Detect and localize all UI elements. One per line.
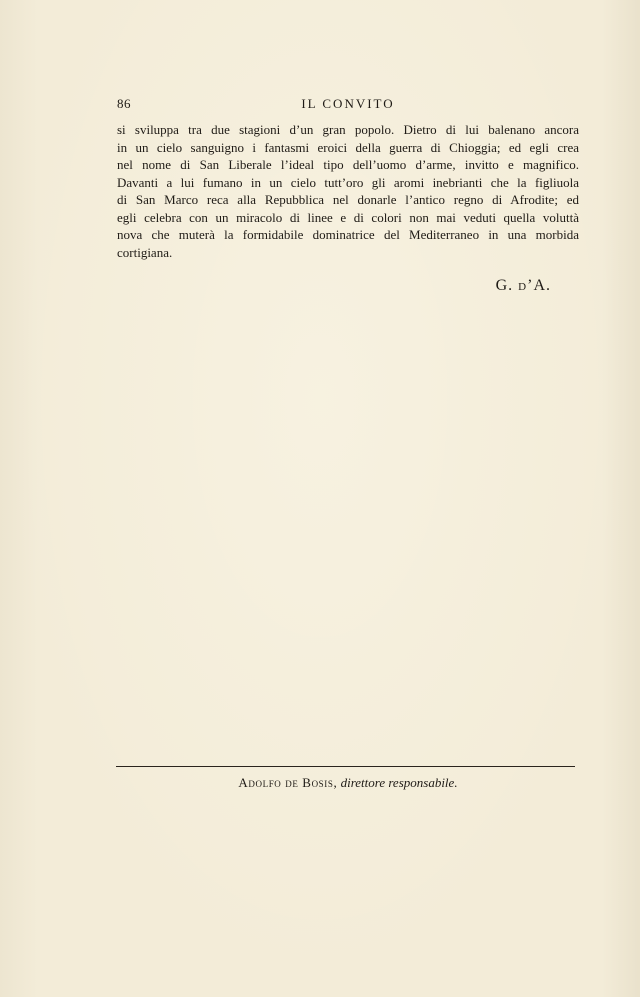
text-line: si sviluppa tra due stagioni d’un gran popolo. Dietro di lui balenano ancora bbox=[117, 122, 579, 137]
running-head bbox=[117, 96, 579, 114]
text-line: Davanti a lui fumano in un cielo tutt’oro gli aromi inebrianti che la figliuola bbox=[117, 174, 579, 190]
editor-name: Adolfo de Bosis, bbox=[238, 775, 338, 790]
footer-rule bbox=[116, 766, 575, 767]
page-number: 86 bbox=[117, 96, 131, 111]
author-signature bbox=[400, 277, 551, 295]
text-line: in un cielo sanguigno i fantasmi eroici della guerra di Chioggia; ed egli crea bbox=[117, 139, 579, 155]
text-line: cortigiana. bbox=[117, 244, 173, 260]
text-line: nel nome di San Liberale l’ideal tipo dell’uomo d’arme, invitto e magnifico. bbox=[117, 157, 579, 172]
text-line: nova che muterà la formidabile dominatrice del Mediterraneo in una morbida bbox=[117, 227, 579, 242]
editor-role: direttore responsabile. bbox=[340, 775, 458, 790]
body-paragraph bbox=[117, 121, 579, 261]
text-line: egli celebra con un miracolo di linee e di colori non mai veduti quella voluttà bbox=[117, 209, 579, 225]
signature-initial: G. bbox=[495, 277, 514, 294]
journal-title: IL CONVITO bbox=[301, 96, 395, 111]
footer-credit bbox=[117, 775, 579, 791]
signature-surname: d’A. bbox=[518, 277, 551, 294]
text-line: di San Marco reca alla Repubblica nel donarle l’antico regno di Afrodite; ed bbox=[117, 192, 579, 207]
